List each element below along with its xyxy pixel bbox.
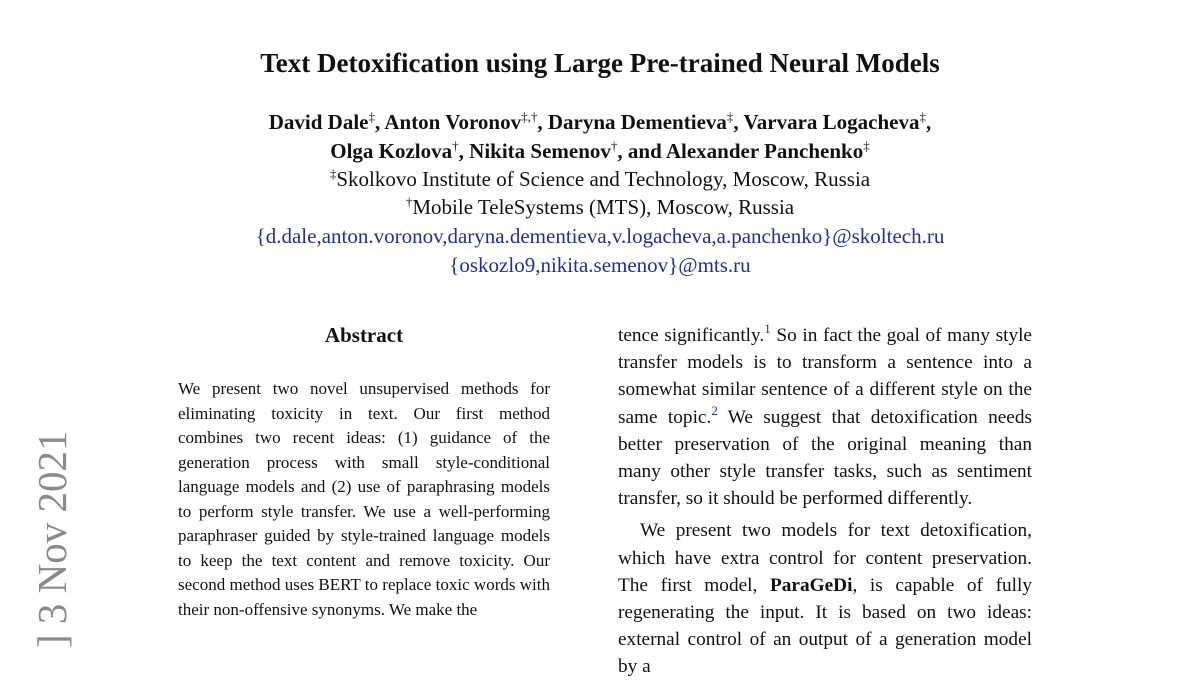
author-list <box>0 108 1200 166</box>
intro-text: We present two models for text detoxification, which have extra control for content preservation. The first model, <box>618 520 1032 596</box>
author-name: Daryna Dementieva <box>547 110 727 134</box>
paper-title: Text Detoxification using Large Pre-trained Neural Models <box>260 48 940 78</box>
abstract-heading: Abstract <box>324 323 404 347</box>
author-separator: , <box>733 110 744 134</box>
author-separator: , <box>925 110 932 134</box>
model-name-paragedi: ParaGeDi <box>769 574 853 596</box>
footnote-2-link[interactable]: 2 <box>711 402 718 418</box>
email-skoltech[interactable]: {d.dale,anton.voronov,daryna.dementieva,v.logacheva,a.panchenko}@skoltech.ru <box>255 224 945 248</box>
author-name: Nikita Semenov <box>469 139 611 163</box>
intro-text: We suggest that detoxification needs better preservation of the original meaning than many other style transfer tasks, such as sentiment transfer, so it should be performed differently. <box>618 406 1032 510</box>
author-name: Varvara Logacheva <box>743 110 920 134</box>
intro-paragraph-1 <box>618 322 1032 512</box>
author-name: Olga Kozlova <box>330 139 453 163</box>
affiliation-mts <box>0 193 1200 221</box>
affiliation-skoltech <box>0 165 1200 193</box>
affiliation-mark: † <box>405 194 413 209</box>
author-affiliation-mark: ‡,† <box>521 109 538 124</box>
author-affiliation-mark: ‡ <box>863 138 870 153</box>
intro-paragraph-2 <box>618 517 1032 680</box>
author-separator: , <box>458 139 470 163</box>
author-separator: , <box>537 110 548 134</box>
author-line-1 <box>0 108 1200 137</box>
author-line-2 <box>0 137 1200 166</box>
arxiv-side-stamp: ] 3 Nov 2021 <box>29 430 75 648</box>
affiliation-text: Mobile TeleSystems (MTS), Moscow, Russia <box>412 195 795 219</box>
intro-text: tence significantly. <box>618 325 765 346</box>
abstract-paragraph: We present two novel unsupervised methods for eliminating toxicity in text. Our first method combines two recent ideas: (1) guidance of the generation process with small style-conditional language models and (2) use of paraphrasing models to perform style transfer. We use a well-performing paraphraser guided by style-trained language models to keep the text content and remove toxicity. Our second method uses BERT to replace toxic words with their non-offensive synonyms. We make the <box>178 379 550 619</box>
author-separator: , and <box>617 139 666 163</box>
intro-text: So in fact the goal of many style transfer models is to transform a sentence into a somewhat similar sentence of a different style on the same topic. <box>618 325 1032 428</box>
author-affiliation-mark: ‡ <box>368 109 375 124</box>
abstract-body <box>178 377 550 622</box>
author-affiliation-mark: ‡ <box>919 109 926 124</box>
author-name: David Dale <box>268 110 369 134</box>
author-name: Anton Voronov <box>384 110 522 134</box>
author-affiliation-mark: † <box>452 138 459 153</box>
intro-column <box>618 322 1032 681</box>
affiliation-text: Skolkovo Institute of Science and Technology, Moscow, Russia <box>336 167 871 191</box>
email-mts[interactable]: {oskozlo9,nikita.semenov}@mts.ru <box>449 253 751 277</box>
intro-text: , is capable of fully regenerating the input. It is based on two ideas: external control of an output of a generation model by a <box>618 574 1033 678</box>
footnote-1-link[interactable]: 1 <box>764 321 771 336</box>
affiliation-mark: ‡ <box>329 166 337 181</box>
author-affiliation-mark: † <box>610 138 618 153</box>
author-separator: , <box>375 110 385 134</box>
author-name: Alexander Panchenko <box>665 139 864 163</box>
author-affiliation-mark: ‡ <box>726 109 734 124</box>
